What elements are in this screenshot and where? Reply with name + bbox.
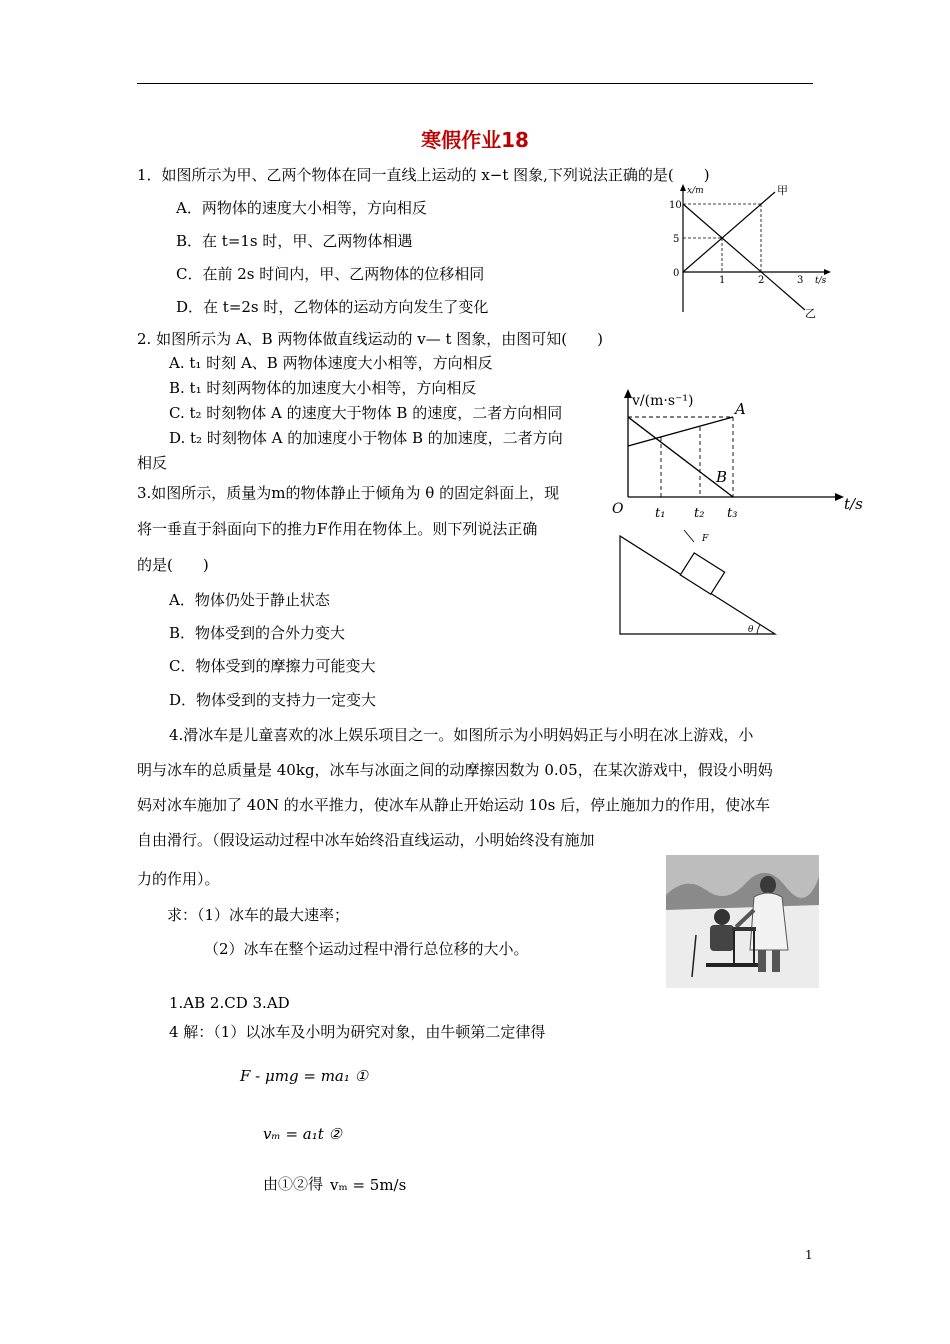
q1-label-yi: 乙 [805,307,816,320]
q3-option-a: A．物体仍处于静止状态 [169,591,330,609]
q2-vt-graph [608,385,870,523]
page-title: 寒假作业18 [421,128,529,152]
q2-x-tick-t3: t₃ [727,506,738,521]
answers-short: 1.AB 2.CD 3.AD [169,994,290,1012]
q1-option-b: B．在 t=1s 时，甲、乙两物体相遇 [176,232,413,250]
q3-label-theta: θ [748,625,754,635]
q1-y-tick-0: 0 [673,268,680,279]
q1-stem: 1．如图所示为甲、乙两个物体在同一直线上运动的 x−t 图象,下列说法正确的是( ) [137,166,710,184]
q1-x-tick-1: 1 [719,275,726,286]
q3-block [680,553,724,594]
q4-ask-1: 求：（1）冰车的最大速率； [167,906,350,924]
q2-option-b: B. t₁ 时刻两物体的加速度大小相等，方向相反 [169,379,477,397]
q2-line-a [628,417,733,446]
q3-stem-line1: 3.如图所示，质量为m的物体静止于倾角为 θ 的固定斜面上，现 [137,484,560,502]
q3-option-d: D．物体受到的支持力一定变大 [169,691,377,709]
q4-para-line2: 明与冰车的总质量是 40kg，冰车与冰面之间的动摩擦因数为 0.05，在某次游戏中，假设小明妈 [137,761,773,779]
q2-origin-label: O [612,501,624,517]
header-rule [137,83,813,84]
q4-para-line4: 自由滑行。（假设运动过程中冰车始终沿直线运动，小明始终没有施加 [137,831,595,849]
page-number: 1 [805,1248,813,1262]
q1-x-label: t/s [815,276,827,286]
q3-option-b: B．物体受到的合外力变大 [169,624,346,642]
q4-ice-sled-photo [666,855,819,988]
q1-line-yi [683,204,805,310]
q1-x-tick-3: 3 [797,275,804,286]
q3-angle-arc [757,625,760,634]
q1-y-arrow [680,184,686,191]
q3-stem-line2: 将一垂直于斜面向下的推力F作用在物体上。则下列说法正确 [137,520,538,538]
q2-x-arrow [835,493,844,501]
equation-3-prefix: 由①②得 [263,1175,324,1193]
equation-3: vₘ = 5m/s [330,1176,407,1194]
q1-option-a: A．两物体的速度大小相等，方向相反 [176,199,427,217]
q3-incline-figure [612,528,784,640]
q1-x-arrow [824,269,831,275]
q2-x-tick-t1: t₁ [655,506,666,521]
q1-option-d: D．在 t=2s 时，乙物体的运动方向发生了变化 [176,298,489,316]
q1-y-label: x/m [687,186,704,196]
q2-x-label: t/s [844,495,863,513]
q2-option-c: C. t₂ 时刻物体 A 的速度大于物体 B 的速度，二者方向相同 [169,404,563,422]
q2-option-a: A. t₁ 时刻 A、B 两物体速度大小相等，方向相反 [169,354,493,372]
q2-option-d-cont: 相反 [137,454,168,472]
q2-label-b: B [716,468,728,486]
q4-para-line3: 妈对冰车施加了 40N 的水平推力，使冰车从静止开始运动 10s 后，停止施加力的作用，使冰车 [137,796,771,814]
q4-para-line5: 力的作用）。 [137,870,220,888]
solution-intro: 4 解：（1）以冰车及小明为研究对象，由牛顿第二定律得 [169,1023,546,1041]
q3-force-arrow [684,530,694,542]
q3-option-c: C．物体受到的摩擦力可能变大 [169,657,376,675]
q1-label-jia: 甲 [777,184,788,197]
equation-1: F - μmg = ma₁ ① [240,1067,369,1085]
q1-x-tick-2: 2 [758,275,765,286]
q2-y-label: v/(m·s⁻¹) [632,393,694,409]
q2-stem: 2. 如图所示为 A、B 两物体做直线运动的 v— t 图象，由图可知( ) [137,330,603,348]
q2-y-arrow [624,389,632,398]
q2-label-a: A [735,400,746,418]
equation-2: vₘ = a₁t ② [263,1125,342,1143]
q2-x-tick-t2: t₂ [694,506,705,521]
q3-label-f: F [702,534,709,544]
q2-option-d: D. t₂ 时刻物体 A 的加速度小于物体 B 的加速度，二者方向 [169,429,563,447]
q1-option-c: C．在前 2s 时间内，甲、乙两物体的位移相同 [176,265,485,283]
q1-y-tick-10: 10 [669,200,682,211]
q1-xt-graph [655,180,835,320]
q1-y-tick-5: 5 [673,234,680,245]
q4-para-line1: 4.滑冰车是儿童喜欢的冰上娱乐项目之一。如图所示为小明妈妈正与小明在冰上游戏，小 [169,726,754,744]
q4-ask-2: （2）冰车在整个运动过程中滑行总位移的大小。 [204,940,529,958]
q3-stem-line3: 的是( ) [137,556,209,574]
